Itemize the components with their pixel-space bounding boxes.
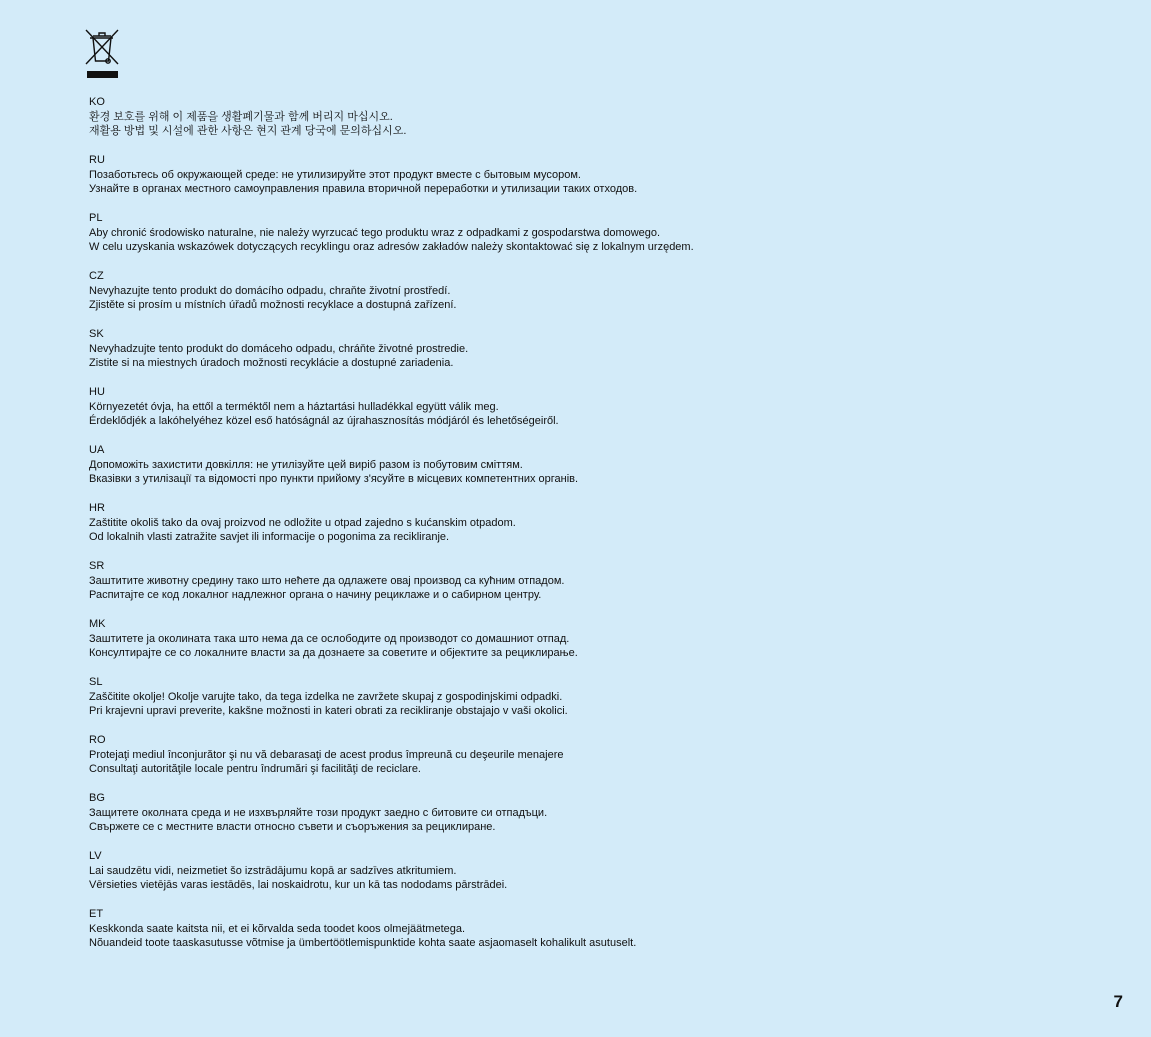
language-code: CZ [89, 270, 104, 282]
notice-line-2: Érdeklődjék a lakóhelyéhez közel eső hatóságnál az újrahasznosítás módjáról és lehetőségeiről. [89, 415, 559, 427]
crossed-out-wheelie-bin-icon [84, 28, 120, 80]
section-sr [89, 559, 1089, 603]
notice-line-1: Környezetét óvja, ha ettől a terméktől nem a háztartási hulladékkal együtt válik meg. [89, 400, 499, 413]
language-code: LV [89, 850, 102, 862]
notice-line-2: Вказівки з утилізації та відомості про пункти прийому з'ясуйте в місцевих компетентних органів. [89, 473, 579, 485]
notice-line-1: Keskkonda saate kaitsta nii, et ei kõrvalda seda toodet koos olmejäätmetega. [89, 922, 466, 935]
notice-line-1: Nevyhadzujte tento produkt do domáceho odpadu, chráňte životné prostredie. [89, 342, 469, 355]
notice-line-1: Protejaţi mediul înconjurător şi nu vă debarasaţi de acest produs împreună cu deşeurile menajere [89, 748, 564, 761]
notice-line-1: Позаботьтесь об окружающей среде: не утилизируйте этот продукт вместе с бытовым мусором. [89, 168, 581, 181]
notice-line-2: Распитајте се код локалног надлежног органа о начину рециклаже и о сабирном центру. [89, 589, 542, 601]
notice-line-2: Узнайте в органах местного самоуправления правила вторичной переработки и утилизации таких отходов. [89, 183, 638, 195]
notice-line-1: Aby chronić środowisko naturalne, nie należy wyrzucać tego produktu wraz z odpadkami z gospodarstwa domowego. [89, 226, 661, 239]
notice-line-2: 재활용 방법 및 시설에 관한 사항은 현지 관계 당국에 문의하십시오. [89, 125, 407, 137]
language-code: SK [89, 328, 104, 340]
language-code: HR [89, 502, 105, 514]
section-mk [89, 617, 1089, 661]
notice-line-2: Zjistěte si prosím u místních úřadů možnosti recyklace a dostupná zařízení. [89, 299, 457, 311]
section-et [89, 907, 1089, 951]
section-lv [89, 849, 1089, 893]
section-sl [89, 675, 1089, 719]
notice-line-1: Заштитите животну средину тако што нећете да одлажете овај производ са кућним отпадом. [89, 574, 565, 587]
notice-line-2: Консултирајте се со локалните власти за да дознаете за советите и објектите за рециклирање. [89, 647, 578, 659]
section-sk [89, 327, 1089, 371]
notice-line-1: Заштитете ја околината така што нема да се ослободите од производот со домашниот отпад. [89, 632, 570, 645]
language-code: UA [89, 444, 105, 456]
notice-line-1: Lai saudzētu vidi, neizmetiet šo izstrādājumu kopā ar sadzīves atkritumiem. [89, 864, 457, 877]
notice-line-2: Od lokalnih vlasti zatražite savjet ili informacije o pogonima za recikliranje. [89, 531, 450, 543]
language-code: RO [89, 734, 106, 746]
section-ro [89, 733, 1089, 777]
notice-line-2: Consultaţi autorităţile locale pentru îndrumări şi facilităţi de reciclare. [89, 763, 421, 775]
language-code: HU [89, 386, 105, 398]
language-code: KO [89, 96, 105, 108]
language-code: PL [89, 212, 103, 224]
notice-line-2: Vērsieties vietējās varas iestādēs, lai noskaidrotu, kur un kā tas nododams pārstrādei. [89, 879, 508, 891]
notice-line-1: Zaštitite okoliš tako da ovaj proizvod ne odložite u otpad zajedno s kućanskim otpadom. [89, 516, 516, 529]
language-code: RU [89, 154, 105, 166]
language-code: SL [89, 676, 103, 688]
notice-line-1: 환경 보호를 위해 이 제품을 생활폐기물과 함께 버리지 마십시오. [89, 110, 393, 123]
language-code: SR [89, 560, 105, 572]
section-ko [89, 95, 1089, 139]
notice-line-2: Zistite si na miestnych úradoch možnosti recyklácie a dostupné zariadenia. [89, 357, 454, 369]
notice-line-2: W celu uzyskania wskazówek dotyczących recyklingu oraz adresów zakładów należy skontaktować się z lokalnym urzędem. [89, 241, 694, 253]
notice-line-1: Zaščitite okolje! Okolje varujte tako, da tega izdelka ne zavržete skupaj z gospodinjskimi odpadki. [89, 690, 563, 703]
section-hu [89, 385, 1089, 429]
language-code: MK [89, 618, 106, 630]
notice-line-2: Nõuandeid toote taaskasutusse võtmise ja ümbertöötlemispunktide kohta saate asjaomaselt kohalikult asutuselt. [89, 937, 637, 949]
recycling-notices [89, 95, 1089, 965]
section-bg [89, 791, 1089, 835]
section-ru [89, 153, 1089, 197]
section-ua [89, 443, 1089, 487]
language-code: ET [89, 908, 104, 920]
notice-line-2: Свържете се с местните власти относно съвети и съоръжения за рециклиране. [89, 821, 496, 833]
language-code: BG [89, 792, 105, 804]
notice-line-2: Pri krajevni upravi preverite, kakšne možnosti in kateri obrati za recikliranje obstajajo v vaši okolici. [89, 705, 568, 717]
notice-line-1: Допоможіть захистити довкілля: не утилізуйте цей виріб разом із побутовим сміттям. [89, 458, 523, 471]
page-number: 7 [1113, 992, 1123, 1011]
section-cz [89, 269, 1089, 313]
section-hr [89, 501, 1089, 545]
section-pl [89, 211, 1089, 255]
notice-line-1: Защитете околната среда и не изхвърляйте този продукт заедно с битовите си отпадъци. [89, 806, 548, 819]
notice-line-1: Nevyhazujte tento produkt do domácího odpadu, chraňte životní prostředí. [89, 284, 451, 297]
